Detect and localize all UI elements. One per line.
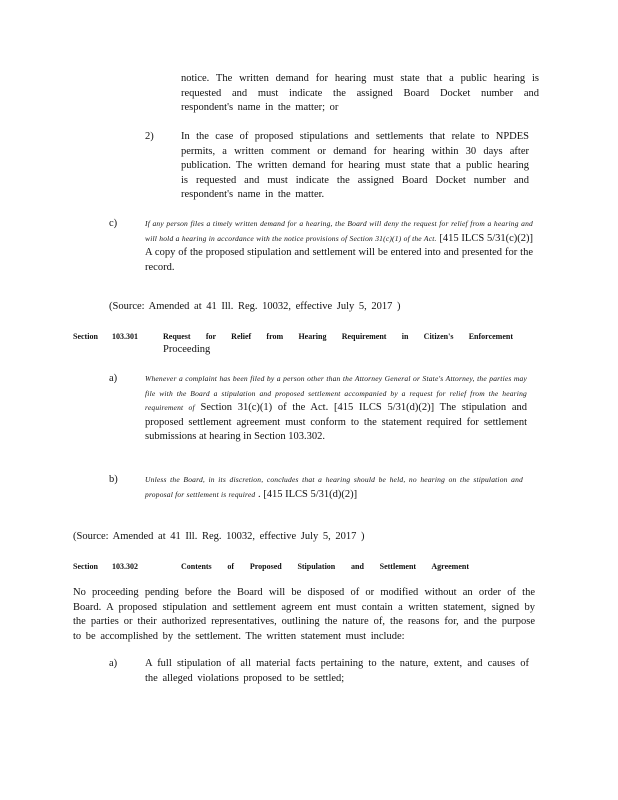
item-c-label: c) bbox=[109, 218, 118, 229]
item-a-label: a) bbox=[109, 373, 118, 384]
section-302-label: Section bbox=[73, 562, 98, 571]
item-b-label: b) bbox=[109, 474, 118, 485]
section-301-label: Section bbox=[73, 332, 98, 341]
item-a-text bbox=[145, 372, 527, 445]
section-301-number: 103.301 bbox=[112, 332, 138, 341]
section-301-title-continued: Proceeding bbox=[163, 344, 211, 355]
item-c-italic: If any person files a timely written demand for a hearing, the Board will deny the request for relief from a hearing and will hold a hearing in accordance with the notice provisions of Section 31(c)(1) of the Act. bbox=[145, 219, 533, 243]
item-a2-text: A full stipulation of all material facts pertaining to the nature, extent, and causes of the alleged violations proposed to be settled; bbox=[145, 658, 529, 684]
item-b-text bbox=[145, 473, 523, 502]
section-302-paragraph: No proceeding pending before the Board will be disposed of or modified without an order of the Board. A proposed stipulation and settlement agreem ent must contain a written statement, signed by the parties or their authorized representatives, outlining the nature of, the reasons for, and the purpose to be accomplished by the settlement. The written statement must include: bbox=[73, 587, 535, 642]
item-c-body: A copy of the proposed stipulation and settlement will be entered into and presented for the record. bbox=[145, 247, 533, 273]
source-note-2: (Source: Amended at 41 Ill. Reg. 10032, effective July 5, 2017 ) bbox=[73, 531, 365, 542]
item-b-cite: . [415 ILCS 5/31(d)(2)] bbox=[257, 488, 358, 500]
source-note-1: (Source: Amended at 41 Ill. Reg. 10032, effective July 5, 2017 ) bbox=[109, 301, 401, 312]
item-2-text: In the case of proposed stipulations and settlements that relate to NPDES permits, a written comment or demand for hearing within 30 days after publication. The written demand for hearing must state that a public hearing is requested and must indicate the assigned Board Docket number and respondent's name in the matter. bbox=[181, 131, 529, 200]
item-2-label: 2) bbox=[145, 131, 154, 142]
item-a2-label: a) bbox=[109, 658, 118, 669]
item-a-italic: Whenever a complaint has been filed by a person other than the Attorney General or State's Attorney, the parties may file with the Board a stipulation and proposed settlement accompanied by a request for relief from the hearing requirement of bbox=[145, 374, 527, 412]
section-302-number: 103.302 bbox=[112, 562, 138, 571]
item-a-body: Section 31(c)(1) of the Act. [415 ILCS 5/31(d)(2)] The stipulation and proposed settlement agreement must conform to the statement required for settlement submissions at hearing in Section 103.302. bbox=[145, 402, 528, 442]
item-b-italic: Unless the Board, in its discretion, concludes that a hearing should be held, no hearing on the stipulation and proposal for settlement is required bbox=[145, 475, 523, 499]
section-301-title: Request for Relief from Hearing Requirement in Citizen's Enforcement bbox=[163, 332, 513, 341]
item-c-cite: [415 ILCS 5/31(c)(2)] bbox=[439, 232, 534, 244]
item-c-text bbox=[145, 217, 533, 275]
notice-paragraph: notice. The written demand for hearing must state that a public hearing is requested and must indicate the assigned Board Docket number and respondent's name in the matter; or bbox=[181, 73, 539, 113]
section-302-title: Contents of Proposed Stipulation and Settlement Agreement bbox=[181, 562, 469, 571]
